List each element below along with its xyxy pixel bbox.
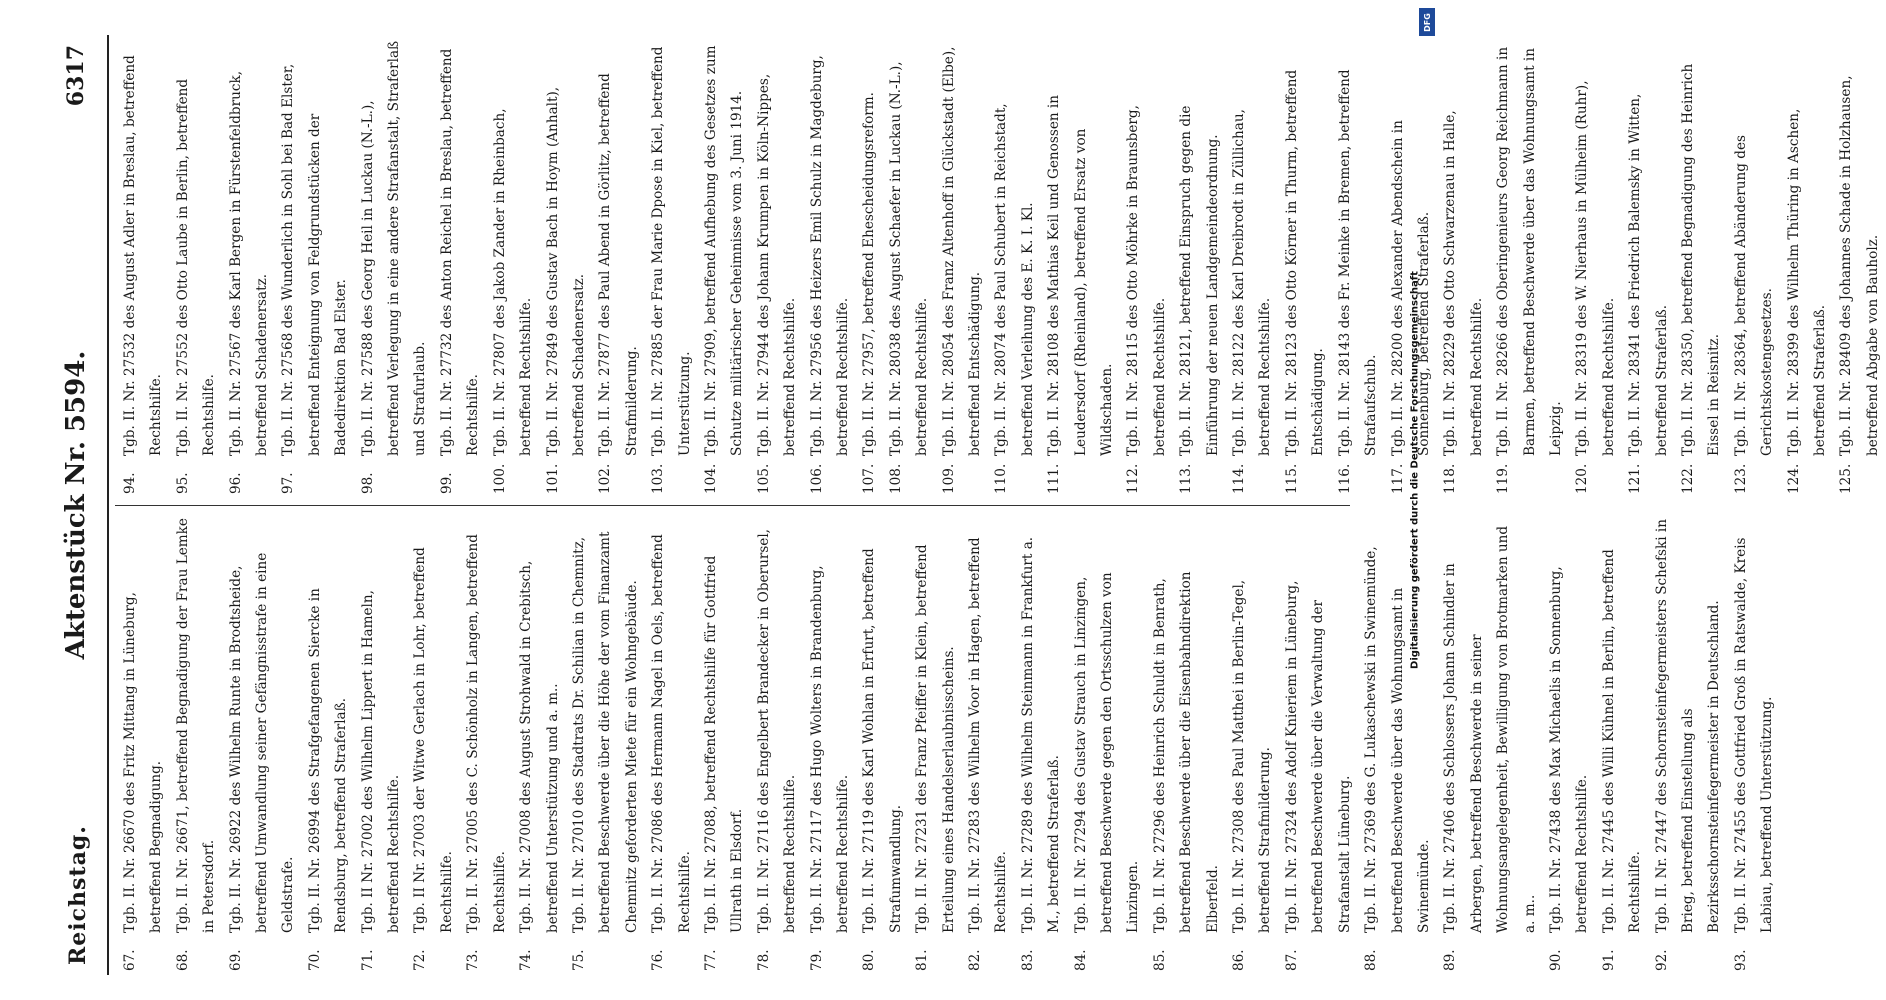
entry-text: Tgb. II. Nr. 27406 des Schlossers Johann Schindler in Arbergen, betreffend Beschwerde in seiner Wohnungsangelegenheit, Bewilligung von Brotmarken und a. m.. <box>1442 525 1538 933</box>
petition-entry <box>566 516 645 971</box>
header-rule <box>107 35 109 975</box>
entry-text: Tgb. II. Nr. 27877 des Paul Abend in Görlitz, betreffend Strafmilderung. <box>597 73 640 456</box>
entry-text: Tgb. II. Nr. 27369 des G. Lukaschewski in Swinemünde, betreffend Beschwerde über das Wohnungsamt in Swinemünde. <box>1363 546 1432 933</box>
petition-entry <box>592 39 645 494</box>
entry-number: 102. <box>597 463 614 494</box>
page-header <box>55 35 113 975</box>
entry-number: 71. <box>359 949 376 971</box>
petition-entry <box>1781 39 1834 494</box>
entry-number: 67. <box>122 949 138 971</box>
entry-number: 81. <box>914 949 931 971</box>
entry-number: 72. <box>412 949 429 971</box>
entry-number: 85. <box>1151 949 1168 971</box>
entry-number: 86. <box>1231 949 1248 971</box>
petition-entry <box>1596 516 1649 971</box>
entry-text: Tgb. II. Nr. 27588 des Georg Heil in Luckau (N.-L.), betreffend Verlegung in eine andere Strafanstalt, Straferlaß und Strafurlaub. <box>359 40 429 456</box>
entry-number: 103. <box>650 463 667 494</box>
entry-text: Tgb. II. Nr. 28074 des Paul Schubert in Reichstadt, betreffend Verleihung des E. K. I. Kl. <box>993 103 1036 456</box>
entry-number: 80. <box>861 949 878 971</box>
entry-text: Tgb. II. Nr. 27552 des Otto Laube in Berlin, betreffend Rechtshilfe. <box>174 78 218 456</box>
petition-entry <box>909 516 962 971</box>
entry-number: 94. <box>122 472 138 494</box>
entry-number: 125. <box>1838 463 1855 494</box>
entry-text: Tgb. II. Nr. 27807 des Jakob Zander in Rheinbach, betreffend Rechtshilfe. <box>491 108 535 456</box>
petition-entry <box>434 39 487 494</box>
entry-text: Tgb. II. Nr. 27116 des Engelbert Brandecker in Oberursel, betreffend Rechtshilfe. <box>755 528 799 933</box>
document-number-title: Aktenstück Nr. 5594. <box>61 350 91 660</box>
petition-entry <box>645 516 698 971</box>
page-number: 6317 <box>63 45 89 107</box>
entry-text: Tgb. II. Nr. 28319 des W. Nierhaus in Mülheim (Ruhr), betreffend Rechtshilfe. <box>1574 80 1617 456</box>
entry-text: Tgb. II. Nr. 27944 des Johann Krumpen in Köln-Nippes, betreffend Rechtshilfe. <box>755 73 799 456</box>
entry-text: Tgb. II. Nr. 27324 des Adolf Knieriem in Lüneburg, betreffend Beschwerde über die Verwaltung der Strafanstalt Lüneburg. <box>1283 580 1353 933</box>
entry-text: Tgb. II. Nr. 28350, betreffend Begnadigung des Heinrich Eissel in Reisnitz. <box>1679 63 1723 456</box>
entry-text: Tgb. II. Nr. 27119 des Karl Wohlan in Erfurt, betreffend Strafumwandlung. <box>861 548 904 933</box>
petition-entry <box>883 39 936 494</box>
petition-entry <box>1437 39 1490 494</box>
petition-entry <box>751 39 804 494</box>
entry-number: 115. <box>1283 463 1300 494</box>
entry-text: Tgb. II. Nr. 27294 des Gustav Strauch in Linzingen, betreffend Beschwerde gegen den Ortsschulzen von Linzingen. <box>1072 572 1142 933</box>
entry-text: Tgb. II. Nr. 27455 des Gottfried Groß in Ratswalde, Kreis Labiau, betreffend Unterstützung. <box>1732 537 1776 933</box>
entry-text: Tgb. II. Nr. 27909, betreffend Aufhebung des Gesetzes zum Schutze militärischer Geheimnisse vom 3. Juni 1914. <box>702 45 746 456</box>
petition-entry <box>117 39 170 494</box>
entry-text: Tgb. II. Nr. 27117 des Hugo Wolters in Brandenburg, betreffend Rechtshilfe. <box>808 565 851 933</box>
entry-number: 73. <box>465 949 482 971</box>
entry-number: 95. <box>174 472 191 494</box>
entry-text: Tgb. II. Nr. 27957, betreffend Ehescheidungsreform. <box>861 92 878 456</box>
petition-entry <box>540 39 593 494</box>
entry-number: 84. <box>1072 949 1089 971</box>
petition-entry <box>1226 516 1279 971</box>
petition-entry <box>117 516 170 971</box>
entry-text: Tgb. II. Nr. 28115 des Otto Möhrke in Braunsberg, betreffend Rechtshilfe. <box>1125 105 1168 456</box>
petition-entry <box>856 39 882 494</box>
petition-entry <box>1120 39 1173 494</box>
petition-entry <box>513 516 566 971</box>
petition-entry <box>751 516 804 971</box>
entry-number: 70. <box>306 949 323 971</box>
petition-entry <box>460 516 513 971</box>
petition-entry <box>407 516 460 971</box>
entry-text: Tgb. II. Nr. 26671, betreffend Begnadigung der Frau Lemke in Petersdorf. <box>174 518 218 933</box>
petition-entry <box>487 39 540 494</box>
entry-text: Tgb. II. Nr. 27438 des Max Michaelis in Sonnenburg, betreffend Rechtshilfe. <box>1547 566 1591 933</box>
entry-text: Tgb. II Nr. 27002 des Wilhelm Lippert in Hameln, betreffend Rechtshilfe. <box>359 590 403 933</box>
petition-entry <box>223 516 302 971</box>
petition-entry <box>1173 39 1226 494</box>
entry-text: Tgb. II. Nr. 28038 des August Schaefer in Luckau (N.-L.), betreffend Rechtshilfe. <box>887 61 931 456</box>
petition-entry <box>698 516 751 971</box>
entry-text: Tgb. II. Nr. 26994 des Strafgefangenen Siercke in Rendsburg, betreffend Straferlaß. <box>306 588 350 933</box>
entry-number: 121. <box>1627 463 1644 494</box>
petition-entry <box>1015 516 1068 971</box>
entry-text: Tgb. II. Nr. 27885 der Frau Marie Dpose in Kiel, betreffend Unterstützung. <box>650 46 693 456</box>
entry-number: 119. <box>1495 463 1512 494</box>
entry-text: Tgb. II. Nr. 27296 des Heinrich Schuldt in Benrath, betreffend Beschwerde über die Eisenbahndirektion Elberfeld. <box>1151 571 1221 933</box>
entry-text: Tgb. II. Nr. 28266 des Oberingenieurs Georg Reichmann in Barmen, betreffend Beschwerde über das Wohnungsamt in Leipzig. <box>1495 46 1564 456</box>
entry-text: Tgb. II. Nr. 27088, betreffend Rechtshilfe für Gottfried Ullrath in Elsdorf. <box>702 555 746 933</box>
entry-number: 92. <box>1653 949 1670 971</box>
entry-text: Tgb. II. Nr. 28364, betreffend Abänderung des Gerichtskostengesetzes. <box>1732 134 1776 456</box>
entry-text: Tgb. II. Nr. 27849 des Gustav Bach in Hoym (Anhalt), betreffend Schadenersatz. <box>544 86 587 456</box>
petition-entry <box>936 39 989 494</box>
entry-number: 100. <box>491 463 508 494</box>
petition-entry <box>355 516 408 971</box>
petition-entry <box>275 39 354 494</box>
entry-number: 78. <box>755 949 772 971</box>
entry-text: Tgb. II. Nr. 27283 des Wilhelm Voor in Hagen, betreffend Rechtshilfe. <box>967 537 1010 933</box>
petition-entry <box>698 39 751 494</box>
entry-number: 108. <box>887 463 904 494</box>
entry-number: 118. <box>1442 463 1459 494</box>
entry-number: 97. <box>280 472 297 494</box>
entry-text: Tgb. II. Nr. 28108 des Mathias Keil und Genossen in Leudersdorf (Rheinland), betreffend Ersatz von Wildschaden. <box>1046 94 1116 456</box>
entry-text: Tgb. II. Nr. 27956 des Heizers Emil Schulz in Magdeburg, betreffend Rechtshilfe. <box>808 55 851 456</box>
entry-number: 120. <box>1574 463 1591 494</box>
petition-entry <box>645 39 698 494</box>
entry-text: Tgb. II. Nr. 27008 des August Strohwald in Crebitsch, betreffend Unterstützung und a. m.. <box>518 560 561 933</box>
petition-entry <box>1728 516 1781 971</box>
entry-text: Tgb. II. Nr. 27568 des Wunderlich in Sohl bei Bad Elster, betreffend Enteignung von Feldgrundstücken der Badedirektion Bad Elster. <box>280 63 350 456</box>
entry-number: 124. <box>1785 463 1802 494</box>
entry-text: Tgb. II. Nr. 28143 des Fr. Meinke in Bremen, betreffend Strafaufschub. <box>1336 69 1380 456</box>
petition-entry <box>1649 516 1728 971</box>
petition-entry <box>1332 39 1385 494</box>
petition-entry <box>355 39 434 494</box>
entry-text: Tgb. II. Nr. 28054 des Franz Altenhoff in Glückstadt (Elbe), betreffend Entschädigung. <box>940 46 983 456</box>
entry-text: Tgb. II. Nr. 28123 des Otto Körner in Thurm, betreffend Entschädigung. <box>1283 69 1327 456</box>
petition-entry <box>170 39 223 494</box>
petition-entry <box>1358 516 1437 971</box>
petition-entry <box>1569 39 1622 494</box>
digitization-credit: Digitalisierung gefördert durch die Deutsche Forschungsgemeinschaft <box>1409 271 1421 669</box>
entry-text: Tgb. II. Nr. 28121, betreffend Einspruch gegen die Einführung der neuen Landgemeindeordnung. <box>1178 105 1221 456</box>
entry-number: 87. <box>1283 949 1300 971</box>
entry-number: 122. <box>1679 463 1696 494</box>
entry-text: Tgb. II. Nr. 27231 des Franz Pfeiffer in Klein, betreffend Erteilung eines Handelserlaubnisscheins. <box>914 544 957 933</box>
entry-text: Tgb. II Nr. 27003 der Witwe Gerlach in Lohr, betreffend Rechtshilfe. <box>412 547 455 933</box>
entry-number: 117. <box>1389 463 1406 494</box>
entry-number: 98. <box>359 472 376 494</box>
entry-number: 69. <box>227 949 244 971</box>
entry-text: Tgb. II. Nr. 27567 des Karl Bergen in Fürstenfeldbruck, betreffend Schadenersatz. <box>227 70 271 456</box>
petition-entry <box>856 516 909 971</box>
petition-entry <box>1675 39 1728 494</box>
petition-entry <box>1543 516 1596 971</box>
entry-number: 113. <box>1178 463 1195 494</box>
entry-text: Tgb. II. Nr. 28341 des Friedrich Balemsky in Witten, betreffend Straferlaß. <box>1627 93 1670 456</box>
petition-entry <box>1437 516 1543 971</box>
entry-number: 109. <box>940 463 957 494</box>
entry-number: 74. <box>518 949 535 971</box>
entry-text: Tgb. II. Nr. 27447 des Schornsteinfegermeisters Schefski in Brieg, betreffend Einstellung als Bezirksschornsteinfegermeister in Deutschland. <box>1653 519 1723 933</box>
entry-number: 82. <box>967 949 983 971</box>
entry-number: 90. <box>1547 949 1564 971</box>
entry-number: 68. <box>174 949 191 971</box>
entry-number: 76. <box>650 949 667 971</box>
petition-entry <box>1622 39 1675 494</box>
petition-entry <box>1279 39 1332 494</box>
petition-entry <box>962 516 1015 971</box>
entry-number: 106. <box>808 463 825 494</box>
petition-entry <box>804 39 857 494</box>
entry-text: Tgb. II. Nr. 28399 des Wilhelm Thüring in Aschen, betreffend Straferlaß. <box>1785 108 1828 456</box>
entry-number: 112. <box>1125 463 1142 494</box>
entry-number: 110. <box>993 463 1010 494</box>
petition-entry <box>1068 516 1147 971</box>
petition-entry <box>1147 516 1226 971</box>
entry-text: Tgb. II. Nr. 28409 des Johannes Schade in Holzhausen, betreffend Abgabe von Bauholz. <box>1838 75 1881 456</box>
running-head-left: Reichstag. <box>65 825 91 965</box>
entry-number: 75. <box>570 949 587 971</box>
entry-text: Tgb. II. Nr. 27005 des C. Schönholz in Langen, betreffend Rechtshilfe. <box>465 534 508 933</box>
entry-text: Tgb. II. Nr. 27086 des Hermann Nagel in Oels, betreffend Rechtshilfe. <box>650 534 693 933</box>
dfg-logo <box>1419 8 1435 36</box>
entry-number: 99. <box>438 472 455 494</box>
entry-text: Tgb. II. Nr. 27445 des Willi Kühnel in Berlin, betreffend Rechtshilfe. <box>1600 549 1644 933</box>
entry-text: Tgb. II. Nr. 28229 des Otto Schwarzenau in Halle, betreffend Rechtshilfe. <box>1442 110 1485 456</box>
entry-number: 83. <box>1019 949 1036 971</box>
petition-entry <box>170 516 223 971</box>
left-column <box>117 516 1776 971</box>
entry-text: Tgb. II. Nr. 26922 des Wilhelm Runte in Brodtsheide, betreffend Umwandlung seiner Gefängnisstrafe in eine Geldstrafe. <box>227 552 297 933</box>
petition-entry <box>1041 39 1120 494</box>
entry-text: Tgb. II. Nr. 27732 des Anton Reichel in Breslau, betreffend Rechtshilfe. <box>438 48 482 456</box>
entry-number: 93. <box>1732 949 1749 971</box>
petition-entry <box>1728 39 1781 494</box>
entry-number: 101. <box>544 463 561 494</box>
petition-entry <box>223 39 276 494</box>
entry-number: 116. <box>1336 463 1353 494</box>
petition-entry <box>1833 39 1886 494</box>
entry-text: Tgb. II. Nr. 28122 des Karl Dreibrodt in Züllichau, betreffend Rechtshilfe. <box>1231 109 1274 456</box>
entry-number: 79. <box>808 949 825 971</box>
entry-number: 123. <box>1732 463 1749 494</box>
entry-text: Tgb. II. Nr. 27532 des August Adler in Breslau, betreffend Rechtshilfe. <box>122 55 165 456</box>
entry-number: 77. <box>702 949 719 971</box>
column-divider <box>115 505 1350 506</box>
entry-text: Tgb. II. Nr. 27289 des Wilhelm Steinmann in Frankfurt a. M., betreffend Straferlaß. <box>1019 536 1063 933</box>
entry-number: 89. <box>1442 949 1459 971</box>
petition-entry <box>1226 39 1279 494</box>
entry-text: Tgb. II. Nr. 28200 des Alexander Abendschein in Sonnenburg, betreffend Straferlaß. <box>1389 120 1432 456</box>
petition-entry <box>1490 39 1569 494</box>
petition-entry <box>988 39 1041 494</box>
petition-entry <box>1279 516 1358 971</box>
petition-entry <box>302 516 355 971</box>
dfg-logo-text: DFG <box>1422 12 1432 32</box>
entry-text: Tgb. II. Nr. 27010 des Stadtrats Dr. Schilian in Chemnitz, betreffend Beschwerde über die Höhe der vom Finanzamt Chemnitz geforderten Miete für ein Wohngebäude. <box>570 531 640 933</box>
entry-number: 114. <box>1231 463 1248 494</box>
entry-number: 111. <box>1046 463 1063 494</box>
entry-text: Tgb. II. Nr. 27308 des Paul Matthei in Berlin-Tegel, betreffend Strafmilderung. <box>1231 579 1274 933</box>
entry-number: 88. <box>1363 949 1380 971</box>
entry-number: 107. <box>861 463 878 494</box>
petition-entry <box>804 516 857 971</box>
entry-number: 104. <box>702 463 719 494</box>
entry-text: Tgb. II. Nr. 26670 des Fritz Mittang in Lüneburg, betreffend Begnadigung. <box>122 592 165 933</box>
entry-number: 91. <box>1600 949 1617 971</box>
entry-number: 96. <box>227 472 244 494</box>
entry-number: 105. <box>755 463 772 494</box>
